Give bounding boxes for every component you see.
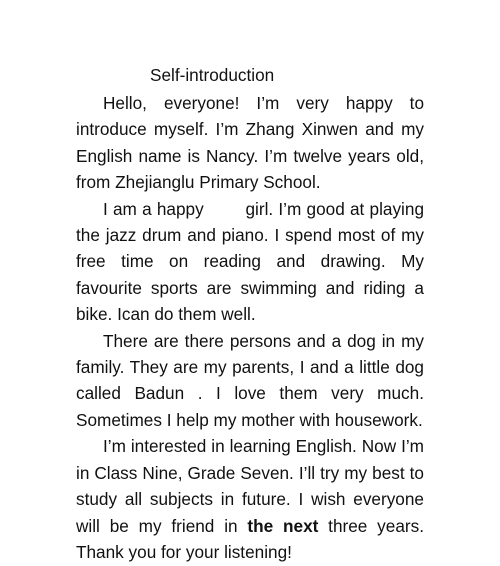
paragraph-family: There are there persons and a dog in my family. They are my parents, I and a little dog called Badun . I love them very much. Sometimes I help my mother with housework.	[76, 330, 424, 430]
paragraph-english-text-start: I’m interested in learning English. Now I’m in Class Nine, Grade Seven. I’ll try my best to study all subjects in future. I wish everyone will be my friend in	[76, 436, 424, 536]
document-title: Self-introduction	[150, 65, 275, 85]
paragraph-greeting: Hello, everyone! I’m very happy to introduce myself. I’m Zhang Xinwen and my English name is Nancy. I’m twelve years old, from Zhejianglu Primary School.	[76, 93, 424, 193]
paragraph-english-text-end: three years. Thank you for your listening!	[76, 515, 424, 562]
paragraph-english	[76, 433, 424, 565]
paragraph-hobbies: I am a happy girl. I’m good at playing the jazz drum and piano. I spend most of my free time on reading and drawing. My favourite sports are swimming and riding a bike. Ican do them well.	[76, 198, 429, 325]
bold-phrase: the next	[247, 515, 319, 536]
document	[76, 62, 429, 565]
